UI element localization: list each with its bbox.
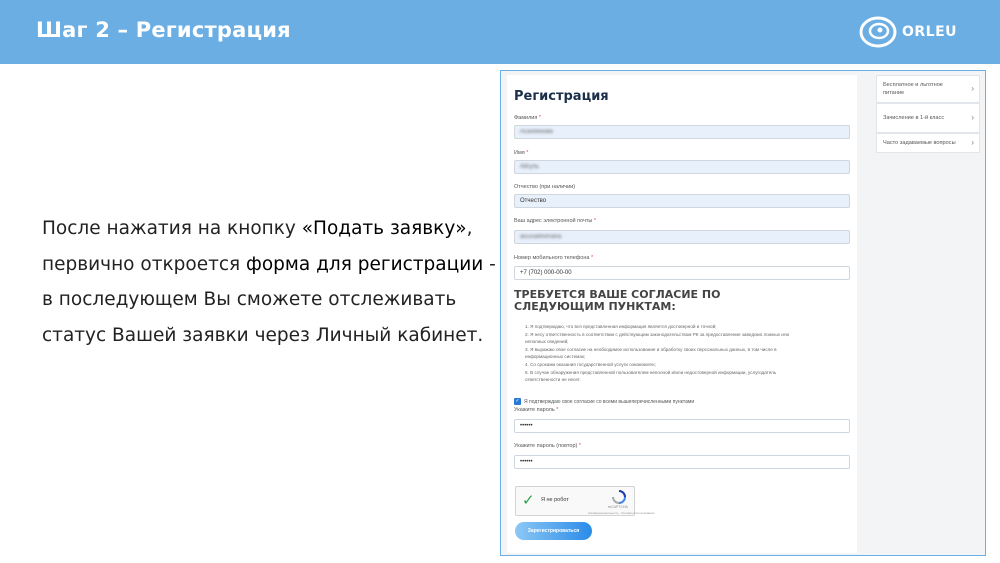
consent-item: 3. Я выражаю свое согласие на необходимое использование и обработку своих персональных данных, в том числе в [525,346,777,352]
slide-title: Шаг 2 – Регистрация [36,18,291,42]
consent-list [525,323,850,384]
sidebar-item-label: Часто задаваемые вопросы [883,140,956,146]
desc-line-4: статус Вашей заявки через Личный кабинет. [42,324,484,346]
consent-item: 5. В случае обнаружения представленной пользователем неполной и/или недостоверной информации, услугодатель [525,369,777,375]
captcha-label: Я не робот [541,497,569,503]
patronymic-label: Отчество (при наличии) [514,184,576,190]
registration-form [507,75,857,553]
desc-line-1: После нажатия на кнопку «Подать заявку», [42,218,473,239]
orleu-logo-icon [858,14,898,50]
password-repeat-field[interactable]: •••••• [514,455,850,469]
side-menu [876,75,980,153]
sidebar-item-label: Зачисление в 1-й класс [883,115,945,121]
password-field[interactable]: •••••• [514,419,850,433]
consent-item: 1. Я подтверждаю, что вся представленная информация является достоверной и точной; [525,324,717,329]
captcha-checkmark-icon: ✓ [522,492,535,509]
email-label: Ваш адрес электронной почты * [514,218,597,224]
consent-item: 4. Со сроками оказания государственной услуги ознакомлен; [525,361,656,367]
registration-screenshot [500,70,986,556]
consent-checkbox-row [514,398,694,405]
desc-line-2: первично откроется форма для регистрации - [42,253,496,275]
first-name-field[interactable]: Айгуль [514,160,850,174]
consent-title: ТРЕБУЕТСЯ ВАШЕ СОГЛАСИЕ ПО СЛЕДУЮЩИМ ПУНКТАМ: [514,288,721,313]
orleu-logo [858,14,957,50]
consent-checkbox-label: Я подтверждаю свое согласие со всеми вышеперечисленными пунктами [524,398,695,405]
captcha-terms: Конфиденциальность - Условия использования [588,511,655,515]
last-name-label: Фамилия * [514,115,542,121]
register-button[interactable]: Зарегистрироваться [515,522,592,540]
sidebar-item-faq[interactable] [876,133,980,153]
chevron-right-icon: › [971,84,974,93]
password-repeat-label: Укажите пароль (повтор) * [514,443,582,449]
chevron-right-icon: › [971,113,974,122]
patronymic-field[interactable]: Отчество [514,194,850,208]
sidebar-item-first-grade[interactable] [876,103,980,133]
consent-item: ответственности не несет. [525,377,581,383]
form-title: Регистрация [514,89,609,104]
recaptcha-icon [612,490,626,504]
desc-line-3: в последующем Вы сможете отслеживать [42,289,457,310]
recaptcha-widget[interactable] [515,486,655,516]
slide-header [0,0,1000,64]
consent-item: информационных системах; [525,354,586,360]
slide-description [42,211,496,353]
phone-label: Номер мобильного телефона * [514,255,594,261]
first-name-label: Имя * [514,150,529,156]
sidebar-item-free-meals[interactable] [876,75,980,103]
consent-checkbox[interactable]: ✓ [515,398,520,404]
last-name-field[interactable]: Асанбекова [514,125,850,139]
phone-field[interactable]: +7 (702) 000-00-00 [514,266,850,280]
email-field[interactable]: aicusaifinimaria [514,230,850,244]
captcha-brand: reCAPTCHA [608,505,628,509]
chevron-right-icon: › [971,138,974,147]
password-label: Укажите пароль * [514,407,559,413]
logo-text: ORLEU [902,24,958,40]
sidebar-item-label: Бесплатное и льготное питание [883,82,943,96]
consent-item: неполных сведений; [525,339,569,345]
consent-item: 2. Я несу ответственность в соответствии с действующим законодательством РК за предоставление заведомо ложных или [525,331,790,337]
